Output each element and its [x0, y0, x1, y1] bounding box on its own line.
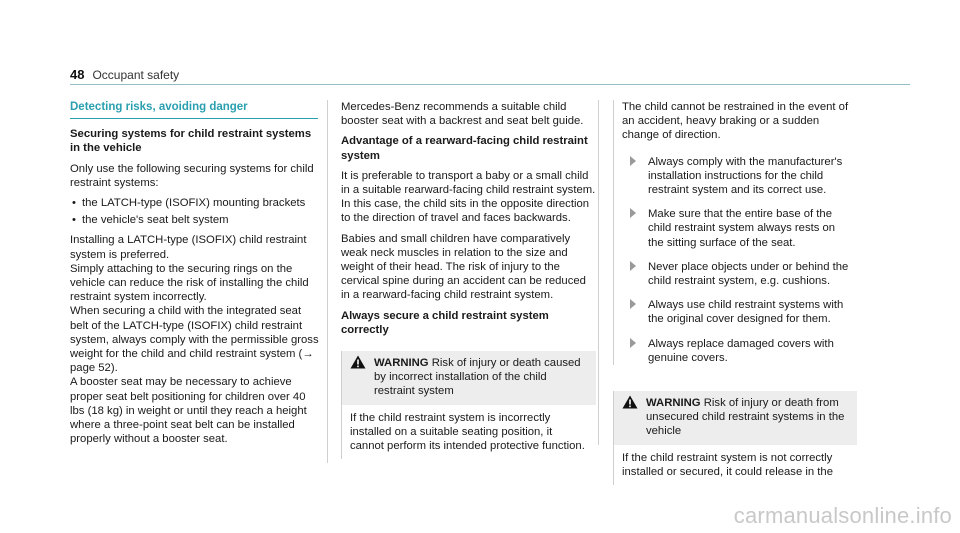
warning-header	[342, 351, 596, 405]
warning-header	[614, 391, 857, 445]
paragraph: Simply attaching to the securing rings on the vehicle can reduce the risk of installing the child restraint system incorrectly.	[70, 262, 309, 304]
warning-title: Risk of injury or death caused by incorrect installation of the child restraint system	[374, 357, 581, 398]
instructions-box	[613, 100, 857, 365]
subheading: Advantage of a rearward-facing child restraint system	[341, 135, 588, 162]
warning-body: If the child restraint system is not correctly installed or secured, it could release in the	[622, 451, 833, 478]
paragraph: Babies and small children have comparatively weak neck muscles in relation to the size and weight of their head. The risk of injury to the cervical spine during an accident can be reduced in a rearward-facing child restraint system.	[341, 232, 586, 302]
warning-box	[613, 391, 857, 485]
section-divider	[70, 118, 318, 119]
step-text: Make sure that the entire base of the child restraint system always rests on the sitting surface of the seat.	[648, 208, 836, 249]
step-text: Always comply with the manufacturer's installation instructions for the child restraint system and its correct use.	[648, 155, 843, 197]
arrow-right-icon	[630, 299, 636, 309]
step-text: Always replace damaged covers with genuine covers.	[648, 337, 834, 364]
paragraph: Installing a LATCH-type (ISOFIX) child restraint system is preferred.	[70, 234, 307, 261]
column-1	[70, 100, 320, 452]
instruction-step	[622, 298, 849, 326]
paragraph: Mercedes-Benz recommends a suitable child booster seat with a backrest and seat belt guide.	[341, 101, 584, 128]
header-divider	[70, 84, 910, 85]
warning-label: WARNING	[374, 357, 429, 370]
arrow-right-icon	[630, 338, 636, 348]
page-header	[70, 67, 179, 82]
paragraph: When securing a child with the integrated seat belt of the LATCH-type (ISOFIX) child restraint system, always comply with the permissible gross weight for the child and child restraint system (→ page 52).	[70, 305, 319, 375]
warning-triangle-icon	[350, 355, 366, 369]
warning-title: Risk of injury or death from unsecured child restraint systems in the vehicle	[646, 397, 845, 438]
instruction-step	[622, 207, 849, 250]
section-name: Occupant safety	[92, 68, 180, 82]
paragraph: A booster seat may be necessary to achieve proper seat belt positioning for children over 40 lbs (18 kg) in weight or until they reach a height where a three-point seat belt can be installed properly without a booster seat.	[70, 376, 307, 446]
arrow-right-icon	[630, 156, 636, 166]
instruction-step	[622, 155, 849, 198]
bullet-item: • the vehicle's seat belt system	[70, 213, 320, 227]
subheading: Always secure a child restraint system correctly	[341, 309, 549, 336]
paragraph: The child cannot be restrained in the event of an accident, heavy braking or a sudden change of direction.	[622, 101, 849, 142]
column-2	[341, 100, 596, 459]
warning-label: WARNING	[646, 397, 701, 410]
paragraph: It is preferable to transport a baby or a small child in a suitable rearward-facing child restraint system. In this case, the child sits in the opposite direction to the direction of travel and faces backwards.	[341, 169, 596, 225]
warning-triangle-icon	[622, 395, 638, 409]
warning-box	[341, 351, 596, 459]
page-number: 48	[70, 67, 85, 82]
watermark: carmanualsonline.info	[733, 503, 952, 528]
arrow-right-icon	[630, 208, 636, 218]
warning-body: If the child restraint system is incorrectly installed on a suitable seating position, it cannot perform its intended protective function.	[350, 411, 585, 453]
paragraph: Only use the following securing systems for child restraint systems:	[70, 162, 314, 189]
column-divider	[598, 100, 599, 445]
arrow-right-icon	[630, 261, 636, 271]
column-divider	[327, 100, 328, 463]
step-text: Always use child restraint systems with the original cover designed for them.	[648, 299, 844, 326]
bullet-item: • the LATCH-type (ISOFIX) mounting brackets	[70, 196, 320, 210]
section-title: Detecting risks, avoiding danger	[70, 101, 248, 113]
instruction-step	[622, 260, 849, 288]
step-text: Never place objects under or behind the child restraint system, e.g. cushions.	[648, 260, 849, 288]
subheading: Securing systems for child restraint systems in the vehicle	[70, 128, 312, 155]
instruction-step	[622, 337, 849, 365]
column-3	[613, 100, 857, 485]
